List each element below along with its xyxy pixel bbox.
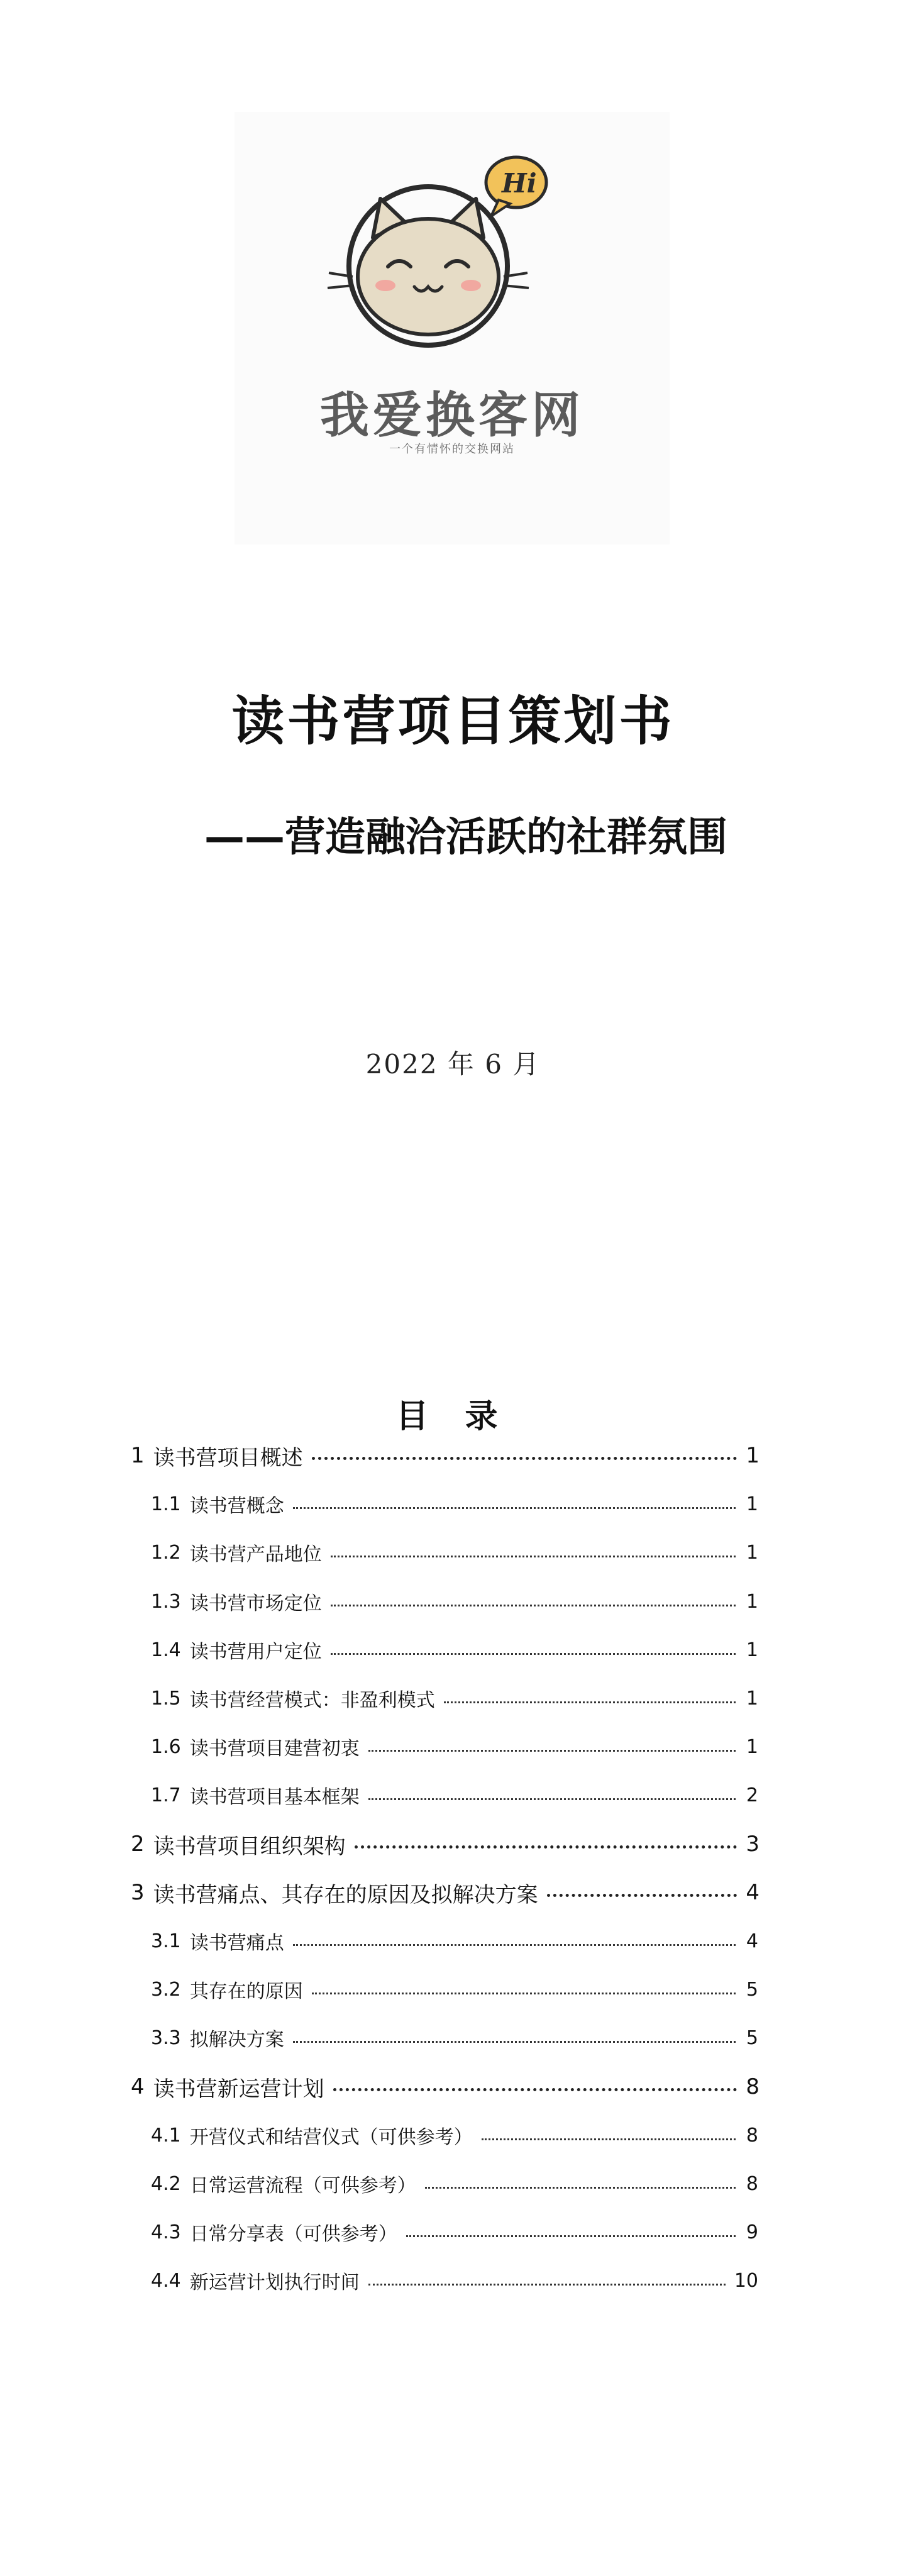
toc-leader-dots xyxy=(293,1507,736,1509)
toc-leader-dots xyxy=(482,2138,736,2140)
brand-name: 我爱换客网 xyxy=(319,387,584,444)
toc-entry[interactable] xyxy=(151,2022,758,2054)
toc-entry-number: 3.2 xyxy=(151,1978,181,2001)
toc-entry-number: 4.3 xyxy=(151,2221,181,2243)
toc-entry[interactable] xyxy=(131,1828,760,1860)
toc-entry-number: 1.6 xyxy=(151,1735,181,1758)
toc-entry-page: 8 xyxy=(746,2124,758,2147)
toc-entry[interactable] xyxy=(151,1586,758,1617)
toc-entry-label: 其存在的原因 xyxy=(189,1981,303,2003)
toc-entry-page: 1 xyxy=(746,1443,760,1468)
toc-entry-number: 4.4 xyxy=(151,2269,181,2292)
toc-leader-dots xyxy=(312,1993,736,1994)
toc-entry-page: 1 xyxy=(746,1735,758,1758)
toc-entry-number: 1.7 xyxy=(151,1784,181,1806)
toc-entry-page: 2 xyxy=(746,1784,758,1806)
toc-entry-number: 4.2 xyxy=(151,2172,181,2195)
toc-entry-page: 8 xyxy=(746,2074,760,2099)
toc-entry[interactable] xyxy=(131,2071,760,2103)
toc-entry-label: 日常运营流程（可供参考） xyxy=(189,2175,416,2197)
toc-entry-page: 5 xyxy=(746,2026,758,2049)
toc-leader-dots xyxy=(368,2284,726,2286)
toc-entry[interactable] xyxy=(151,1779,758,1811)
toc-entry-page: 10 xyxy=(734,2269,758,2292)
toc-entry[interactable] xyxy=(151,2265,758,2296)
toc-entry[interactable] xyxy=(151,1974,758,2005)
toc-entry-label: 开营仪式和结营仪式（可供参考） xyxy=(189,2126,473,2148)
toc-leader-dots xyxy=(333,2088,737,2091)
toc-entry-label: 日常分享表（可供参考） xyxy=(189,2223,397,2245)
toc-entry-page: 1 xyxy=(746,1639,758,1661)
toc-leader-dots xyxy=(312,1457,737,1460)
toc-entry-page: 1 xyxy=(746,1687,758,1710)
toc-entry[interactable] xyxy=(151,1683,758,1714)
toc-entry-page: 8 xyxy=(746,2172,758,2195)
brand-slogan: 一个有情怀的交换网站 xyxy=(389,443,515,456)
toc-entry-page: 4 xyxy=(746,1930,758,1952)
document-title: 读书营项目策划书 xyxy=(231,690,675,752)
toc-entry-label: 读书营痛点 xyxy=(189,1932,284,1954)
toc-entry-label: 读书营项目基本框架 xyxy=(189,1786,360,1808)
toc-entry-label: 读书营概念 xyxy=(189,1495,284,1517)
toc-entry[interactable] xyxy=(151,2120,758,2151)
toc-entry-label: 读书营产品地位 xyxy=(189,1544,322,1566)
toc-entry-page: 9 xyxy=(746,2221,758,2243)
toc-leader-dots xyxy=(331,1653,736,1655)
toc-entry-page: 1 xyxy=(746,1493,758,1515)
toc-entry-label: 新运营计划执行时间 xyxy=(189,2272,360,2294)
toc-entry-page: 4 xyxy=(746,1880,760,1905)
toc-entry-label: 读书营项目组织架构 xyxy=(153,1833,346,1859)
toc-entry-number: 1 xyxy=(131,1443,145,1468)
toc-leader-dots xyxy=(331,1556,736,1557)
toc-entry-page: 1 xyxy=(746,1590,758,1613)
toc-entry-number: 2 xyxy=(131,1832,145,1857)
toc-entry[interactable] xyxy=(151,1925,758,1957)
toc-title: 目 录 xyxy=(395,1398,511,1435)
toc-leader-dots xyxy=(368,1798,736,1800)
toc-entry-number: 3 xyxy=(131,1880,145,1905)
toc-leader-dots xyxy=(331,1605,736,1606)
svg-text:Hi: Hi xyxy=(502,168,537,199)
toc-entry-number: 4 xyxy=(131,2074,145,2099)
toc-entry-number: 3.3 xyxy=(151,2026,181,2049)
toc-leader-dots xyxy=(293,2041,736,2043)
toc-entry[interactable] xyxy=(151,2168,758,2199)
document-subtitle: ——营造融洽活跃的社群氛围 xyxy=(204,814,727,861)
toc-entry-label: 读书营痛点、其存在的原因及拟解决方案 xyxy=(153,1882,538,1908)
toc-entry[interactable] xyxy=(151,2216,758,2248)
toc-entry-page: 1 xyxy=(746,1541,758,1564)
toc-entry[interactable] xyxy=(131,1440,760,1471)
toc-entry-label: 拟解决方案 xyxy=(189,2029,284,2051)
toc-entry-page: 5 xyxy=(746,1978,758,2001)
toc-entry[interactable] xyxy=(151,1488,758,1520)
toc-entry-number: 1.1 xyxy=(151,1493,181,1515)
toc-entry-number: 1.2 xyxy=(151,1541,181,1564)
toc-entry-number: 4.1 xyxy=(151,2124,181,2147)
toc-entry-number: 1.3 xyxy=(151,1590,181,1613)
toc-entry-label: 读书营新运营计划 xyxy=(153,2076,324,2102)
toc-entry-number: 3.1 xyxy=(151,1930,181,1952)
toc-entry[interactable] xyxy=(151,1634,758,1666)
toc-entry-page: 3 xyxy=(746,1832,760,1857)
toc-leader-dots xyxy=(368,1750,736,1752)
toc-entry[interactable] xyxy=(131,1877,760,1908)
toc-entry-number: 1.4 xyxy=(151,1639,181,1661)
document-date: 2022 年 6 月 xyxy=(365,1049,541,1080)
toc-leader-dots xyxy=(444,1701,736,1703)
toc-entry-number: 1.5 xyxy=(151,1687,181,1710)
toc-entry-label: 读书营市场定位 xyxy=(189,1593,322,1615)
toc-entry[interactable] xyxy=(151,1537,758,1568)
toc-entry-label: 读书营经营模式：非盈利模式 xyxy=(189,1689,435,1711)
toc-leader-dots xyxy=(425,2187,736,2189)
toc-leader-dots xyxy=(293,1944,736,1946)
toc-entry-label: 读书营项目概述 xyxy=(153,1445,303,1471)
toc-leader-dots xyxy=(355,1845,737,1849)
toc-entry-label: 读书营用户定位 xyxy=(189,1641,322,1663)
toc-entry[interactable] xyxy=(151,1731,758,1762)
toc-entry-label: 读书营项目建营初衷 xyxy=(189,1738,360,1760)
toc-leader-dots xyxy=(547,1894,737,1897)
toc-leader-dots xyxy=(406,2235,736,2237)
